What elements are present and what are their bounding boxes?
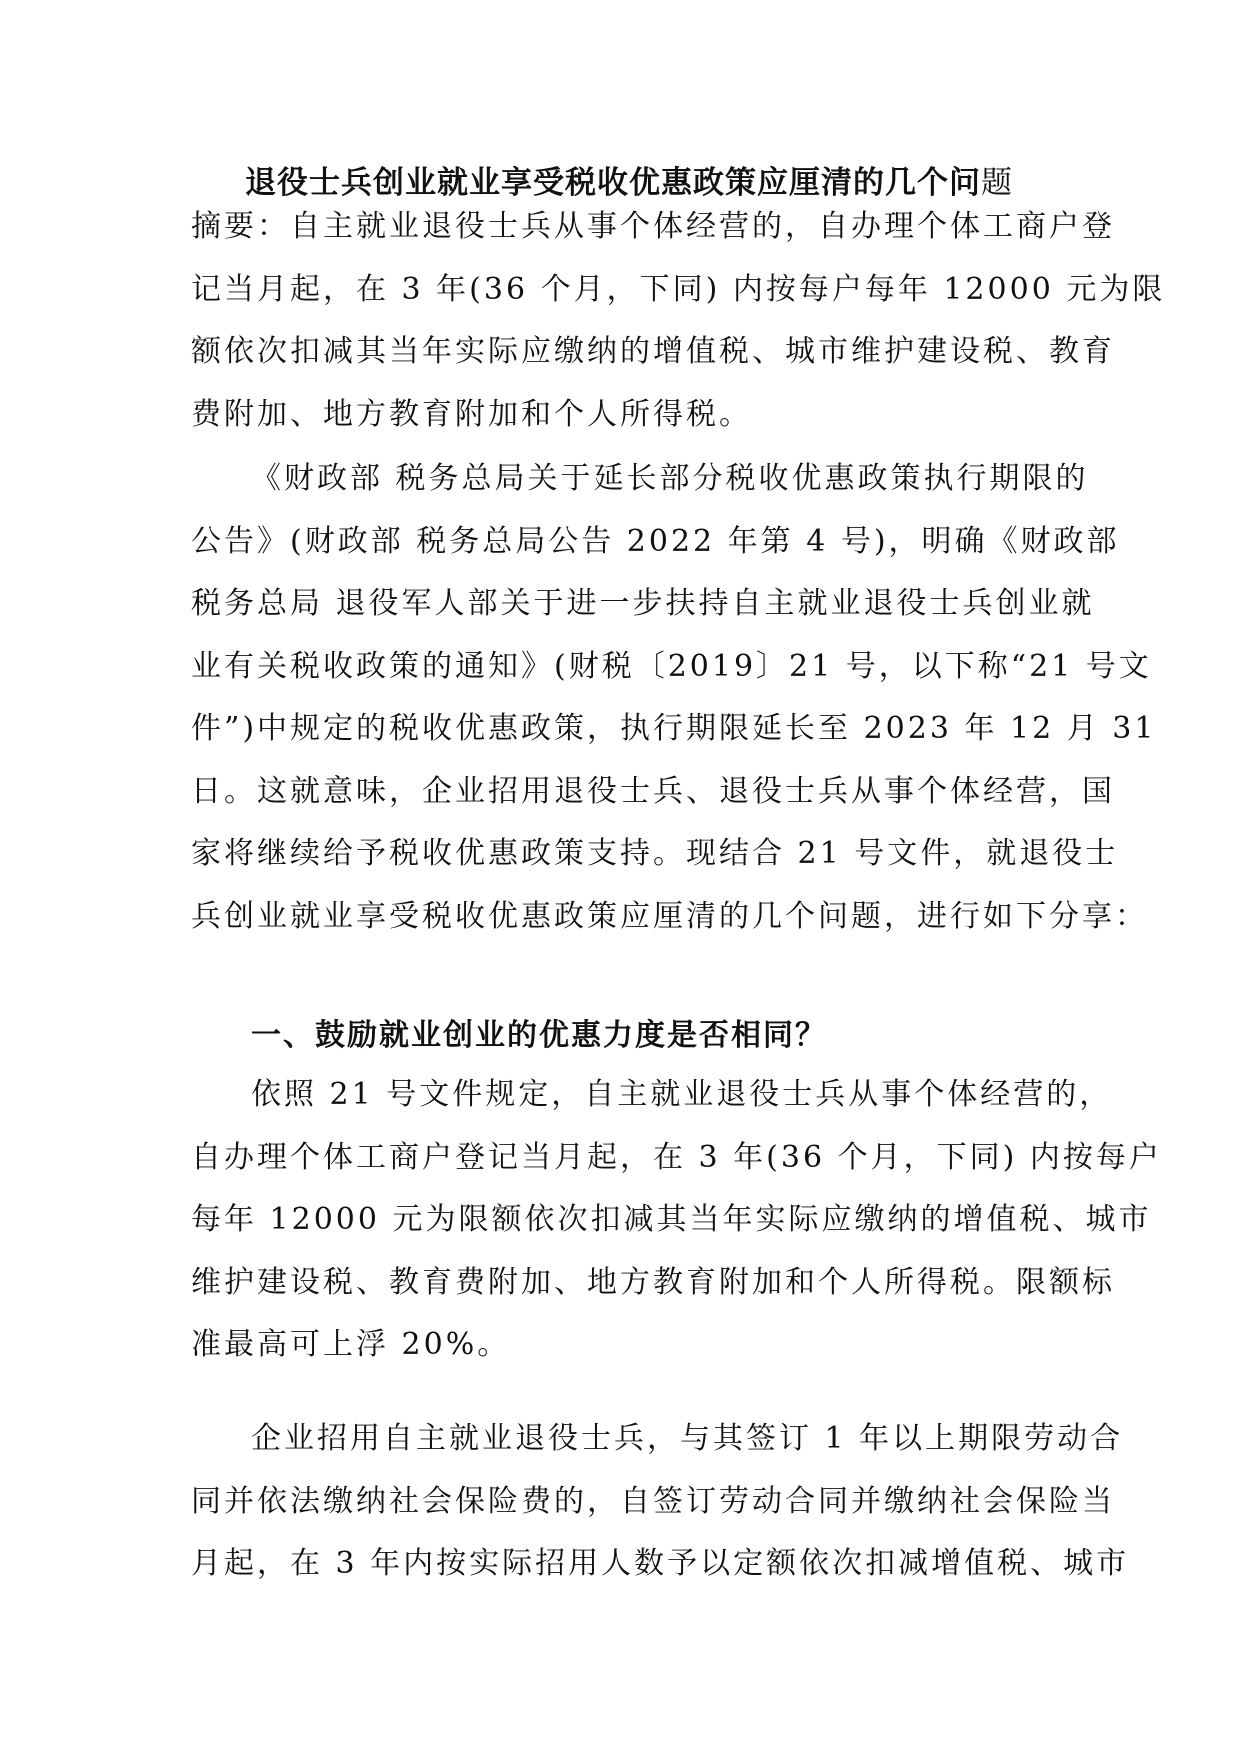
abstract-paragraph xyxy=(191,196,1166,446)
document-title-main: 退役士兵创业就业享受税收优惠政策应厘清的几个问 xyxy=(245,165,981,201)
intro-paragraph xyxy=(191,448,1157,948)
paragraph-line: 企业招用自主就业退役士兵，与其签订 1 年以上期限劳动合 xyxy=(251,1421,1124,1456)
intro-line: 业有关税收政策的通知》(财税〔2019〕21 号，以下称“21 号文 xyxy=(191,648,1152,684)
paragraph-line: 同并依法缴纳社会保险费的，自签订劳动合同并缴纳社会保险当 xyxy=(191,1483,1115,1519)
intro-line: 件”)中规定的税收优惠政策，执行期限延长至 2023 年 12 月 31 xyxy=(191,711,1157,746)
abstract-line: 摘要：自主就业退役士兵从事个体经营的，自办理个体工商户登 xyxy=(191,209,1115,244)
abstract-line: 费附加、地方教育附加和个人所得税。 xyxy=(191,396,752,432)
paragraph-line: 准最高可上浮 20%。 xyxy=(191,1327,511,1362)
section-1-paragraph-1 xyxy=(191,1064,1162,1377)
intro-line: 家将继续给予税收优惠政策支持。现结合 21 号文件，就退役士 xyxy=(191,836,1119,871)
document-title-tail: 题 xyxy=(981,165,1013,201)
abstract-line: 记当月起，在 3 年(36 个月，下同) 内按每户每年 12000 元为限 xyxy=(191,271,1166,307)
intro-line: 日。这就意味，企业招用退役士兵、退役士兵从事个体经营，国 xyxy=(191,773,1115,809)
paragraph-line: 维护建设税、教育费附加、地方教育附加和个人所得税。限额标 xyxy=(191,1264,1115,1300)
section-1-paragraph-2 xyxy=(191,1408,1130,1596)
section-1-heading: 一、鼓励就业创业的优惠力度是否相同？ xyxy=(251,1018,827,1053)
paragraph-line: 依照 21 号文件规定，自主就业退役士兵从事个体经营的， xyxy=(251,1077,1113,1112)
paragraph-line: 月起，在 3 年内按实际招用人数予以定额依次扣减增值税、城市 xyxy=(191,1546,1130,1581)
intro-line: 《财政部 税务总局关于延长部分税收优惠政策执行期限的 xyxy=(251,461,1089,496)
paragraph-line: 每年 12000 元为限额依次扣减其当年实际应缴纳的增值税、城市 xyxy=(191,1202,1152,1237)
intro-line: 兵创业就业享受税收优惠政策应厘清的几个问题，进行如下分享： xyxy=(191,898,1148,934)
paragraph-line: 自办理个体工商户登记当月起，在 3 年(36 个月，下同) 内按每户 xyxy=(191,1139,1162,1175)
intro-line: 税务总局 退役军人部关于进一步扶持自主就业退役士兵创业就 xyxy=(191,586,1095,621)
abstract-line: 额依次扣减其当年实际应缴纳的增值税、城市维护建设税、教育 xyxy=(191,334,1115,369)
intro-line: 公告》(财政部 税务总局公告 2022 年第 4 号)，明确《财政部 xyxy=(191,523,1120,559)
